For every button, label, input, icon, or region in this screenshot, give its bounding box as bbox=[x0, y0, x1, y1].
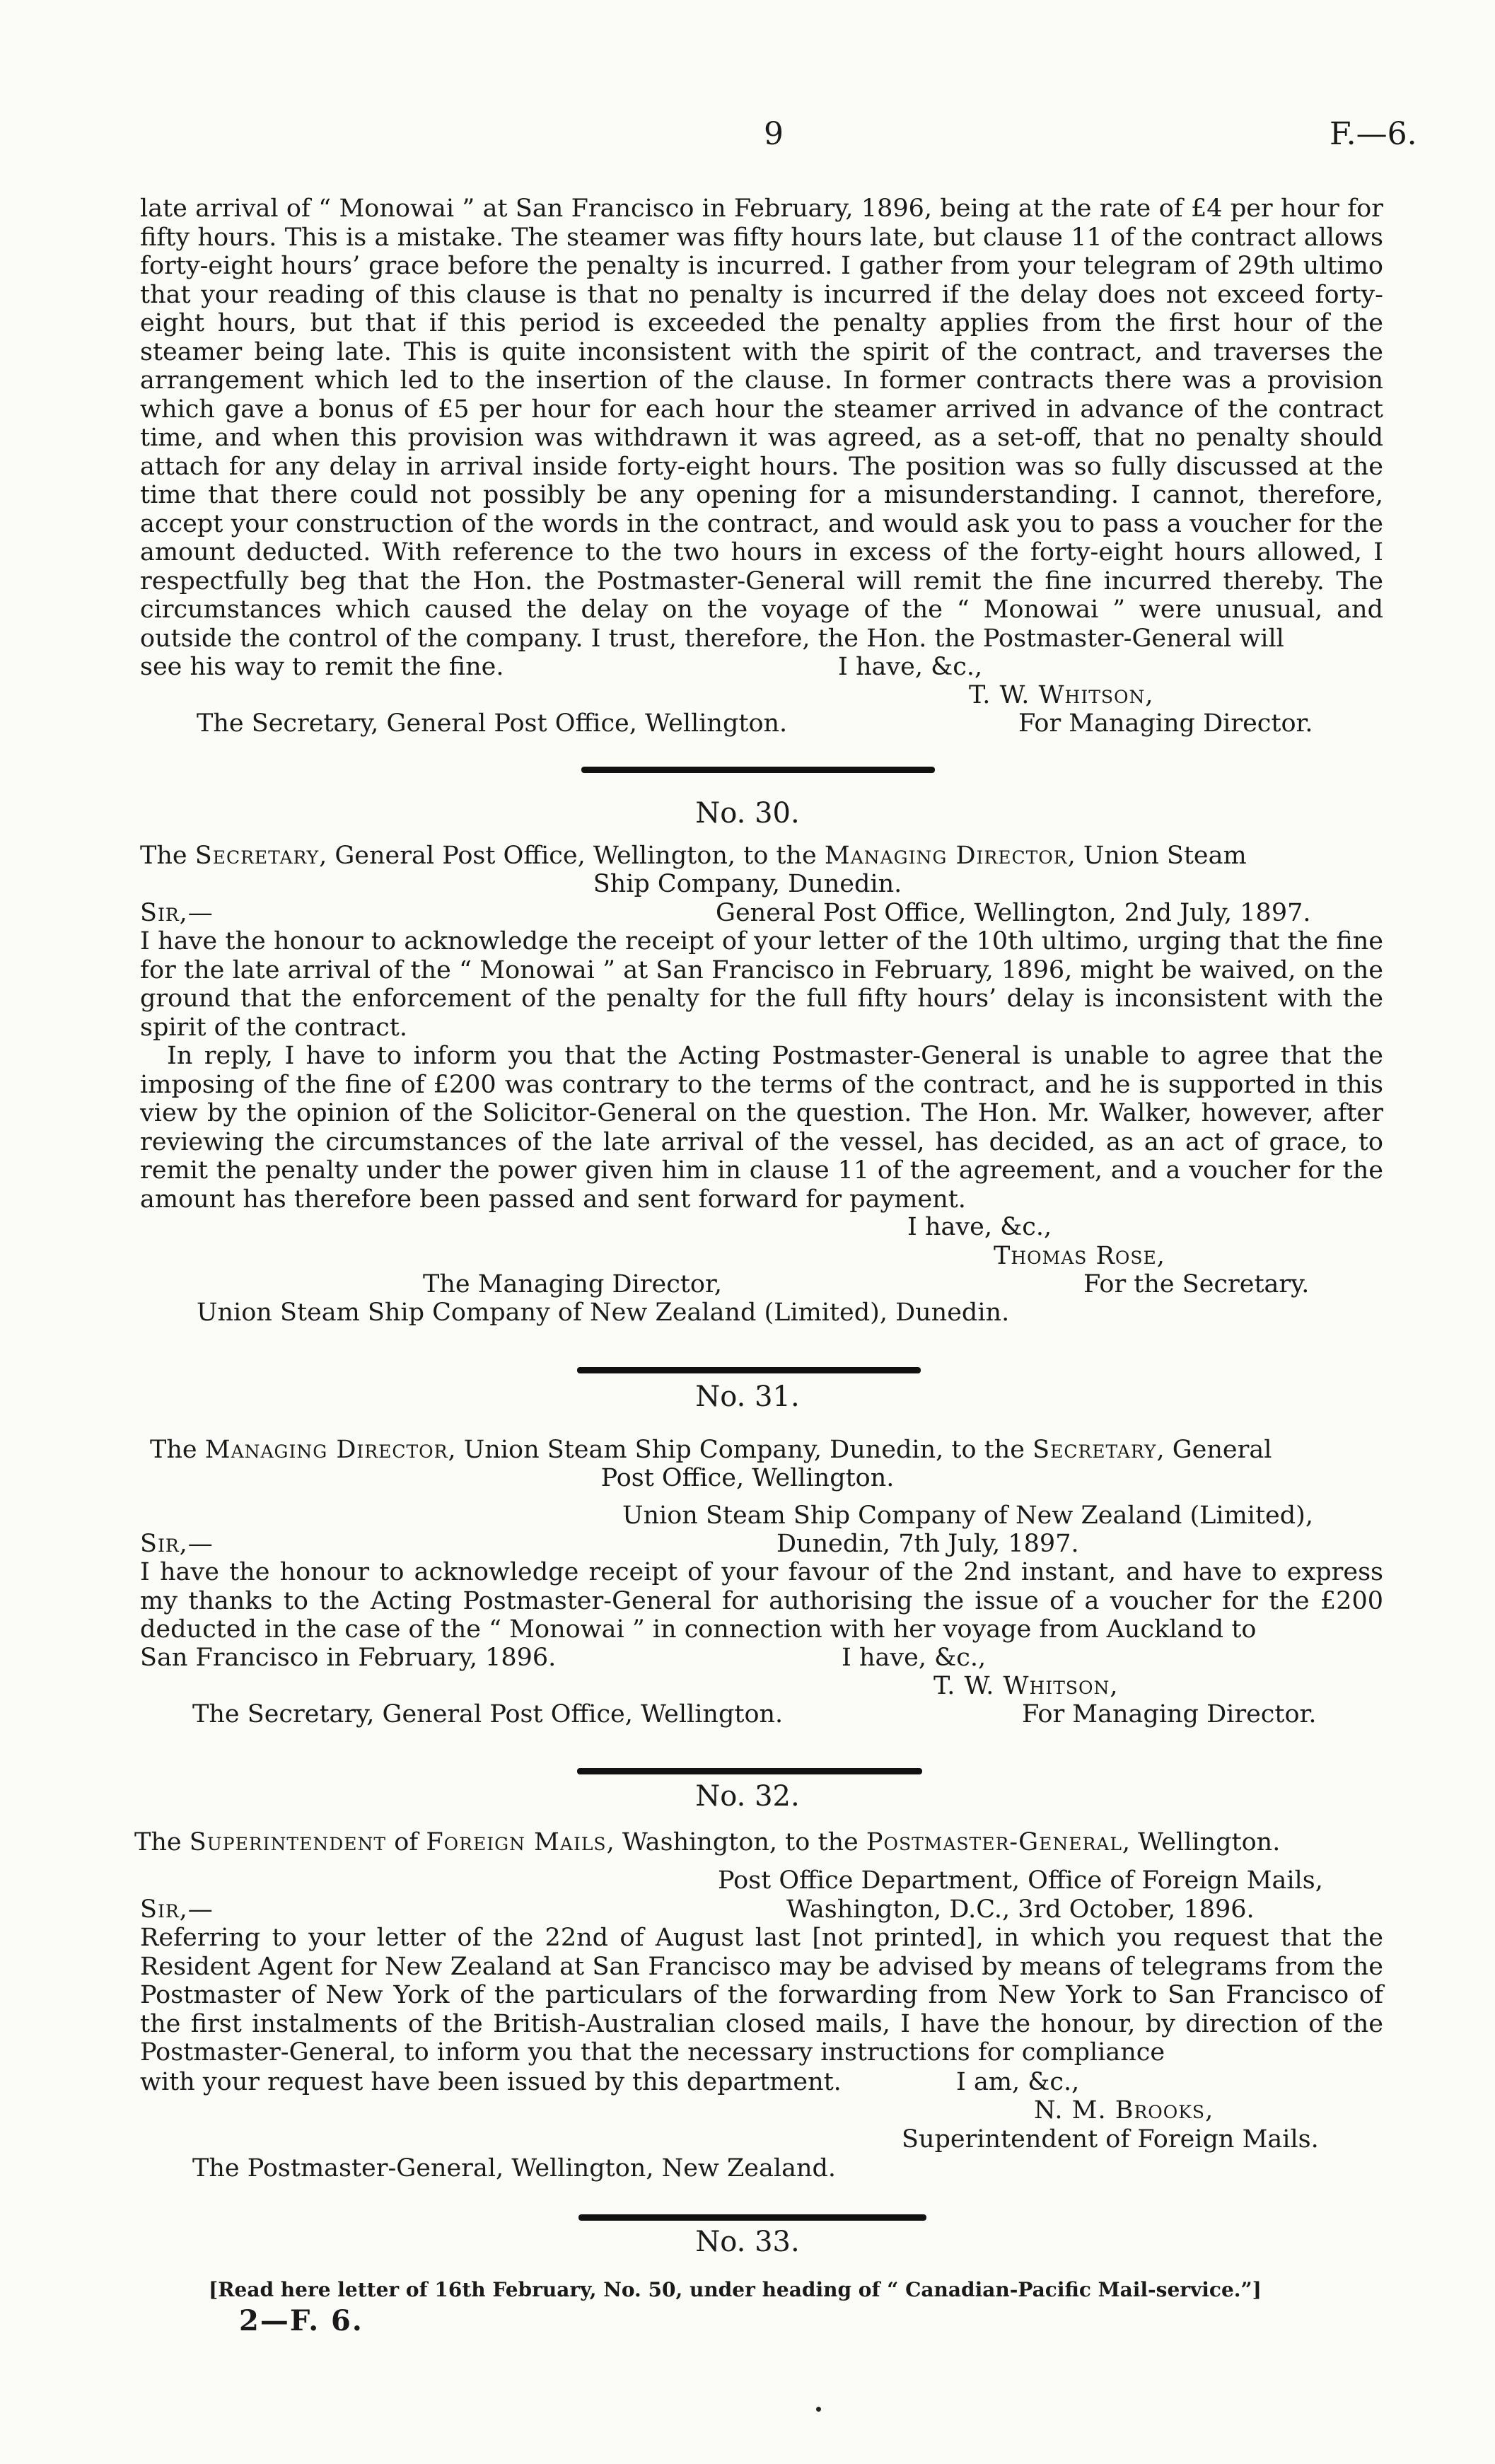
letter-from-to-continued: Ship Company, Dunedin. bbox=[593, 870, 902, 898]
letter-addressee: The Managing Director, bbox=[423, 1270, 722, 1298]
section-divider bbox=[577, 1768, 922, 1774]
salutation: Sir,— bbox=[140, 899, 214, 927]
letter-addressee: The Secretary, General Post Office, Wellington. bbox=[192, 1700, 784, 1728]
place-date: Dunedin, 7th July, 1897. bbox=[776, 1530, 1079, 1558]
letter-signatory-role: For the Secretary. bbox=[1083, 1270, 1310, 1298]
letter-paragraph: Referring to your letter of the 22nd of August last [not printed], in which you request that the Resident Agent for New Zealand at San Francisco may be advised by means of telegrams from the Postmaster of New York of the particulars of the forwarding from New York to San Francisco of the first instalments of the British-Australian closed mails, I have the honour, by direction of the Postmaster-General, to inform you that the necessary instructions for compliance bbox=[140, 1924, 1383, 2067]
letter-number-heading: No. 30. bbox=[695, 797, 800, 830]
editorial-note: [Read here letter of 16th February, No. 50, under heading of “ Canadian-Pacific Mail-service.”] bbox=[209, 2278, 1262, 2301]
section-divider bbox=[578, 2214, 926, 2221]
letter-addressee: The Secretary, General Post Office, Wellington. bbox=[197, 709, 788, 738]
letter-signatory: Thomas Rose, bbox=[994, 1242, 1165, 1270]
letter-from-to: The Managing Director, Union Steam Ship Company, Dunedin, to the Secretary, General bbox=[150, 1436, 1272, 1464]
letter-number-heading: No. 32. bbox=[695, 1780, 800, 1813]
letter-addressee-line2: Union Steam Ship Company of New Zealand (Limited), Dunedin. bbox=[197, 1298, 1010, 1327]
letter-signatory: T. W. Whitson, bbox=[969, 681, 1154, 709]
document-reference: F.—6. bbox=[1330, 116, 1417, 152]
letter-continuation-last-line: see his way to remit the fine. bbox=[140, 653, 504, 681]
page-speck bbox=[816, 2407, 821, 2412]
letter-closing: I am, &c., bbox=[956, 2068, 1080, 2096]
letter-closing: I have, &c., bbox=[838, 653, 983, 681]
letter-number-heading: No. 31. bbox=[695, 1381, 800, 1413]
letter-last-line: with your request have been issued by this department. bbox=[140, 2068, 842, 2096]
letter-from-to: The Superintendent of Foreign Mails, Washington, to the Postmaster-General, Wellington. bbox=[134, 1828, 1281, 1856]
letter-signatory-role: For Managing Director. bbox=[1022, 1700, 1317, 1728]
letter-from-to: The Secretary, General Post Office, Wellington, to the Managing Director, Union Steam bbox=[140, 842, 1247, 870]
place-line-1: Post Office Department, Office of Foreign Mails, bbox=[718, 1866, 1323, 1895]
place-date: Washington, D.C., 3rd October, 1896. bbox=[786, 1895, 1255, 1924]
place-line-1: Union Steam Ship Company of New Zealand (Limited), bbox=[622, 1501, 1313, 1530]
salutation: Sir,— bbox=[140, 1895, 214, 1924]
letter-signatory: N. M. Brooks, bbox=[1034, 2096, 1214, 2125]
letter-paragraph: I have the honour to acknowledge the receipt of your letter of the 10th ultimo, urging that the fine for the late arrival of the “ Monowai ” at San Francisco in February, 1896, might be waived, on the ground that the enforcement of the penalty for the full fifty hours’ delay is inconsistent with the spirit of the contract. In reply, I have to inform you that the Acting Postmaster-General is unable to agree that the imposing of the fine of £200 was contrary to the terms of the contract, and he is supported in this view by the opinion of the Solicitor-General on the question. The Hon. Mr. Walker, however, after reviewing the circumstances of the late arrival of the vessel, has decided, as an act of grace, to remit the penalty under the power given him in clause 11 of the agreement, and a voucher for the amount has therefore been passed and sent forward for payment. bbox=[140, 927, 1383, 1214]
letter-addressee: The Postmaster-General, Wellington, New Zealand. bbox=[192, 2154, 837, 2183]
place-date: General Post Office, Wellington, 2nd July, 1897. bbox=[716, 899, 1311, 927]
letter-closing: I have, &c., bbox=[907, 1213, 1052, 1241]
letter-continuation-body: late arrival of “ Monowai ” at San Francisco in February, 1896, being at the rate of £4 per hour for fifty hours. This is a mistake. The steamer was fifty hours late, but clause 11 of the contract allows forty-eight hours’ grace before the penalty is incurred. I gather from your telegram of 29th ultimo that your reading of this clause is that no penalty is incurred if the delay does not exceed forty-eight hours, but that if this period is exceeded the penalty applies from the first hour of the steamer being late. This is quite inconsistent with the spirit of the contract, and traverses the arrangement which led to the insertion of the clause. In former contracts there was a provision which gave a bonus of £5 per hour for each hour the steamer arrived in advance of the contract time, and when this provision was withdrawn it was agreed, as a set-off, that no penalty should attach for any delay in arrival inside forty-eight hours. The position was so fully discussed at the time that there could not possibly be any opening for a misunderstanding. I cannot, therefore, accept your construction of the words in the contract, and would ask you to pass a voucher for the amount deducted. With reference to the two hours in excess of the forty-eight hours allowed, I respectfully beg that the Hon. the Postmaster-General will remit the fine incurred thereby. The circumstances which caused the delay on the voyage of the “ Monowai ” were unusual, and outside the control of the company. I trust, therefore, the Hon. the Postmaster-General will bbox=[140, 194, 1383, 653]
letter-signatory-role: Superintendent of Foreign Mails. bbox=[902, 2125, 1319, 2154]
page-number: 9 bbox=[764, 116, 784, 152]
section-divider bbox=[581, 767, 935, 773]
letter-signatory-role: For Managing Director. bbox=[1018, 709, 1313, 738]
letter-signatory: T. W. Whitson, bbox=[933, 1672, 1119, 1700]
salutation: Sir,— bbox=[140, 1530, 214, 1558]
letter-from-to-continued: Post Office, Wellington. bbox=[600, 1464, 895, 1492]
signature-mark: 2—F. 6. bbox=[239, 2304, 363, 2337]
letter-last-line: San Francisco in February, 1896. bbox=[140, 1644, 557, 1672]
letter-number-heading: No. 33. bbox=[695, 2226, 800, 2258]
letter-closing: I have, &c., bbox=[842, 1644, 987, 1672]
section-divider bbox=[577, 1367, 921, 1373]
letter-paragraph: I have the honour to acknowledge receipt of your favour of the 2nd instant, and have to express my thanks to the Acting Postmaster-General for authorising the issue of a voucher for the £200 deducted in the case of the “ Monowai ” in connection with her voyage from Auckland to bbox=[140, 1558, 1383, 1644]
